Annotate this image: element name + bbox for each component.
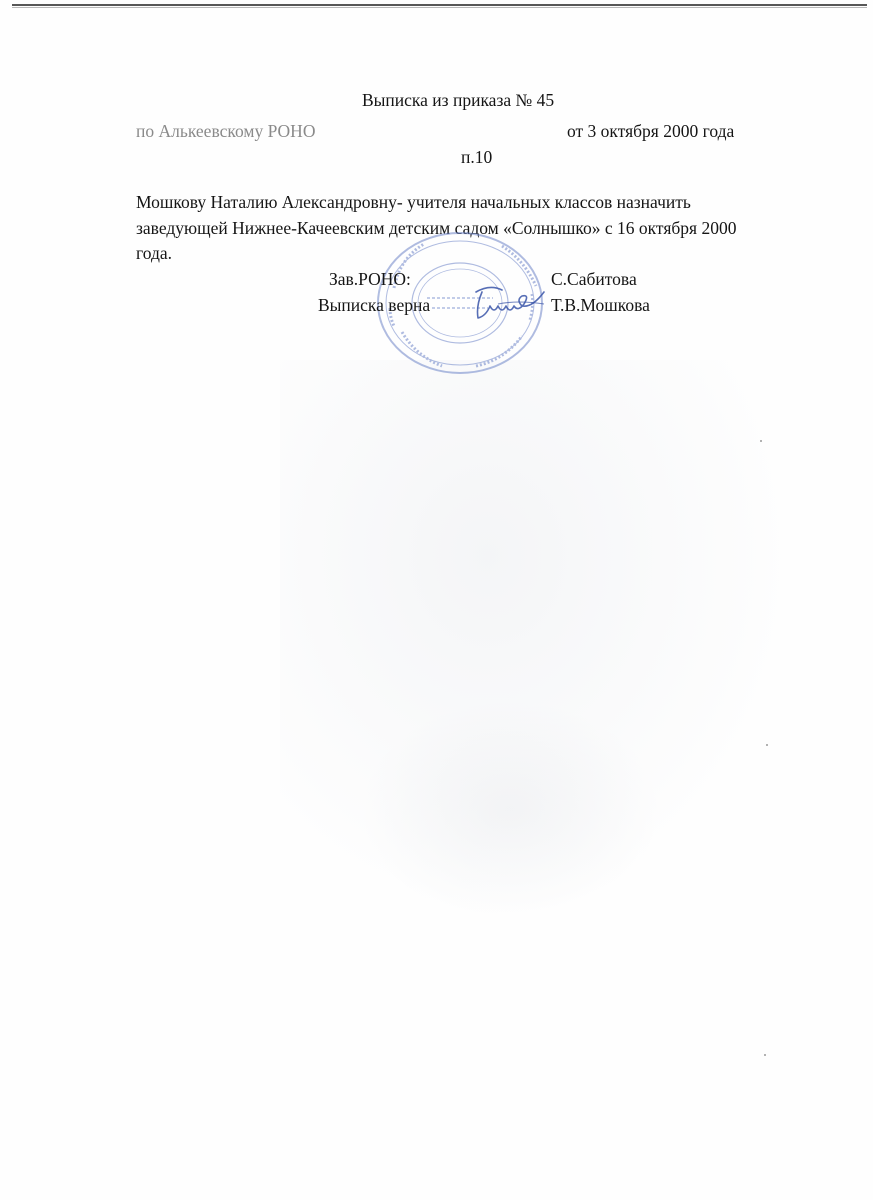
body-line-3: года. — [136, 243, 173, 263]
scan-speck — [764, 1054, 766, 1056]
document-title: Выписка из приказа № 45 — [362, 90, 555, 110]
scan-speck — [766, 744, 768, 746]
scan-speck — [760, 440, 762, 442]
scan-shadow-lower — [360, 700, 660, 920]
certifier-name: Т.В.Мошкова — [551, 295, 650, 315]
body-line-2: заведующей Нижнее-Качеевским детским садом «Солнышко» с 16 октября 2000 — [136, 218, 737, 238]
body-line-1: Мошкову Наталию Александровну- учителя начальных классов назначить — [136, 192, 691, 212]
page-top-edge — [12, 4, 867, 6]
item-number: п.10 — [461, 147, 493, 167]
handwritten-signature — [468, 282, 558, 322]
department-line: по Алькеевскому РОНО — [136, 121, 316, 141]
signatory-name: С.Сабитова — [551, 269, 637, 289]
signatory-role: Зав.РОНО: — [329, 269, 411, 289]
order-date: от 3 октября 2000 года — [567, 121, 735, 141]
certification-label: Выписка верна — [318, 295, 431, 315]
page-top-edge-shadow — [12, 7, 867, 8]
